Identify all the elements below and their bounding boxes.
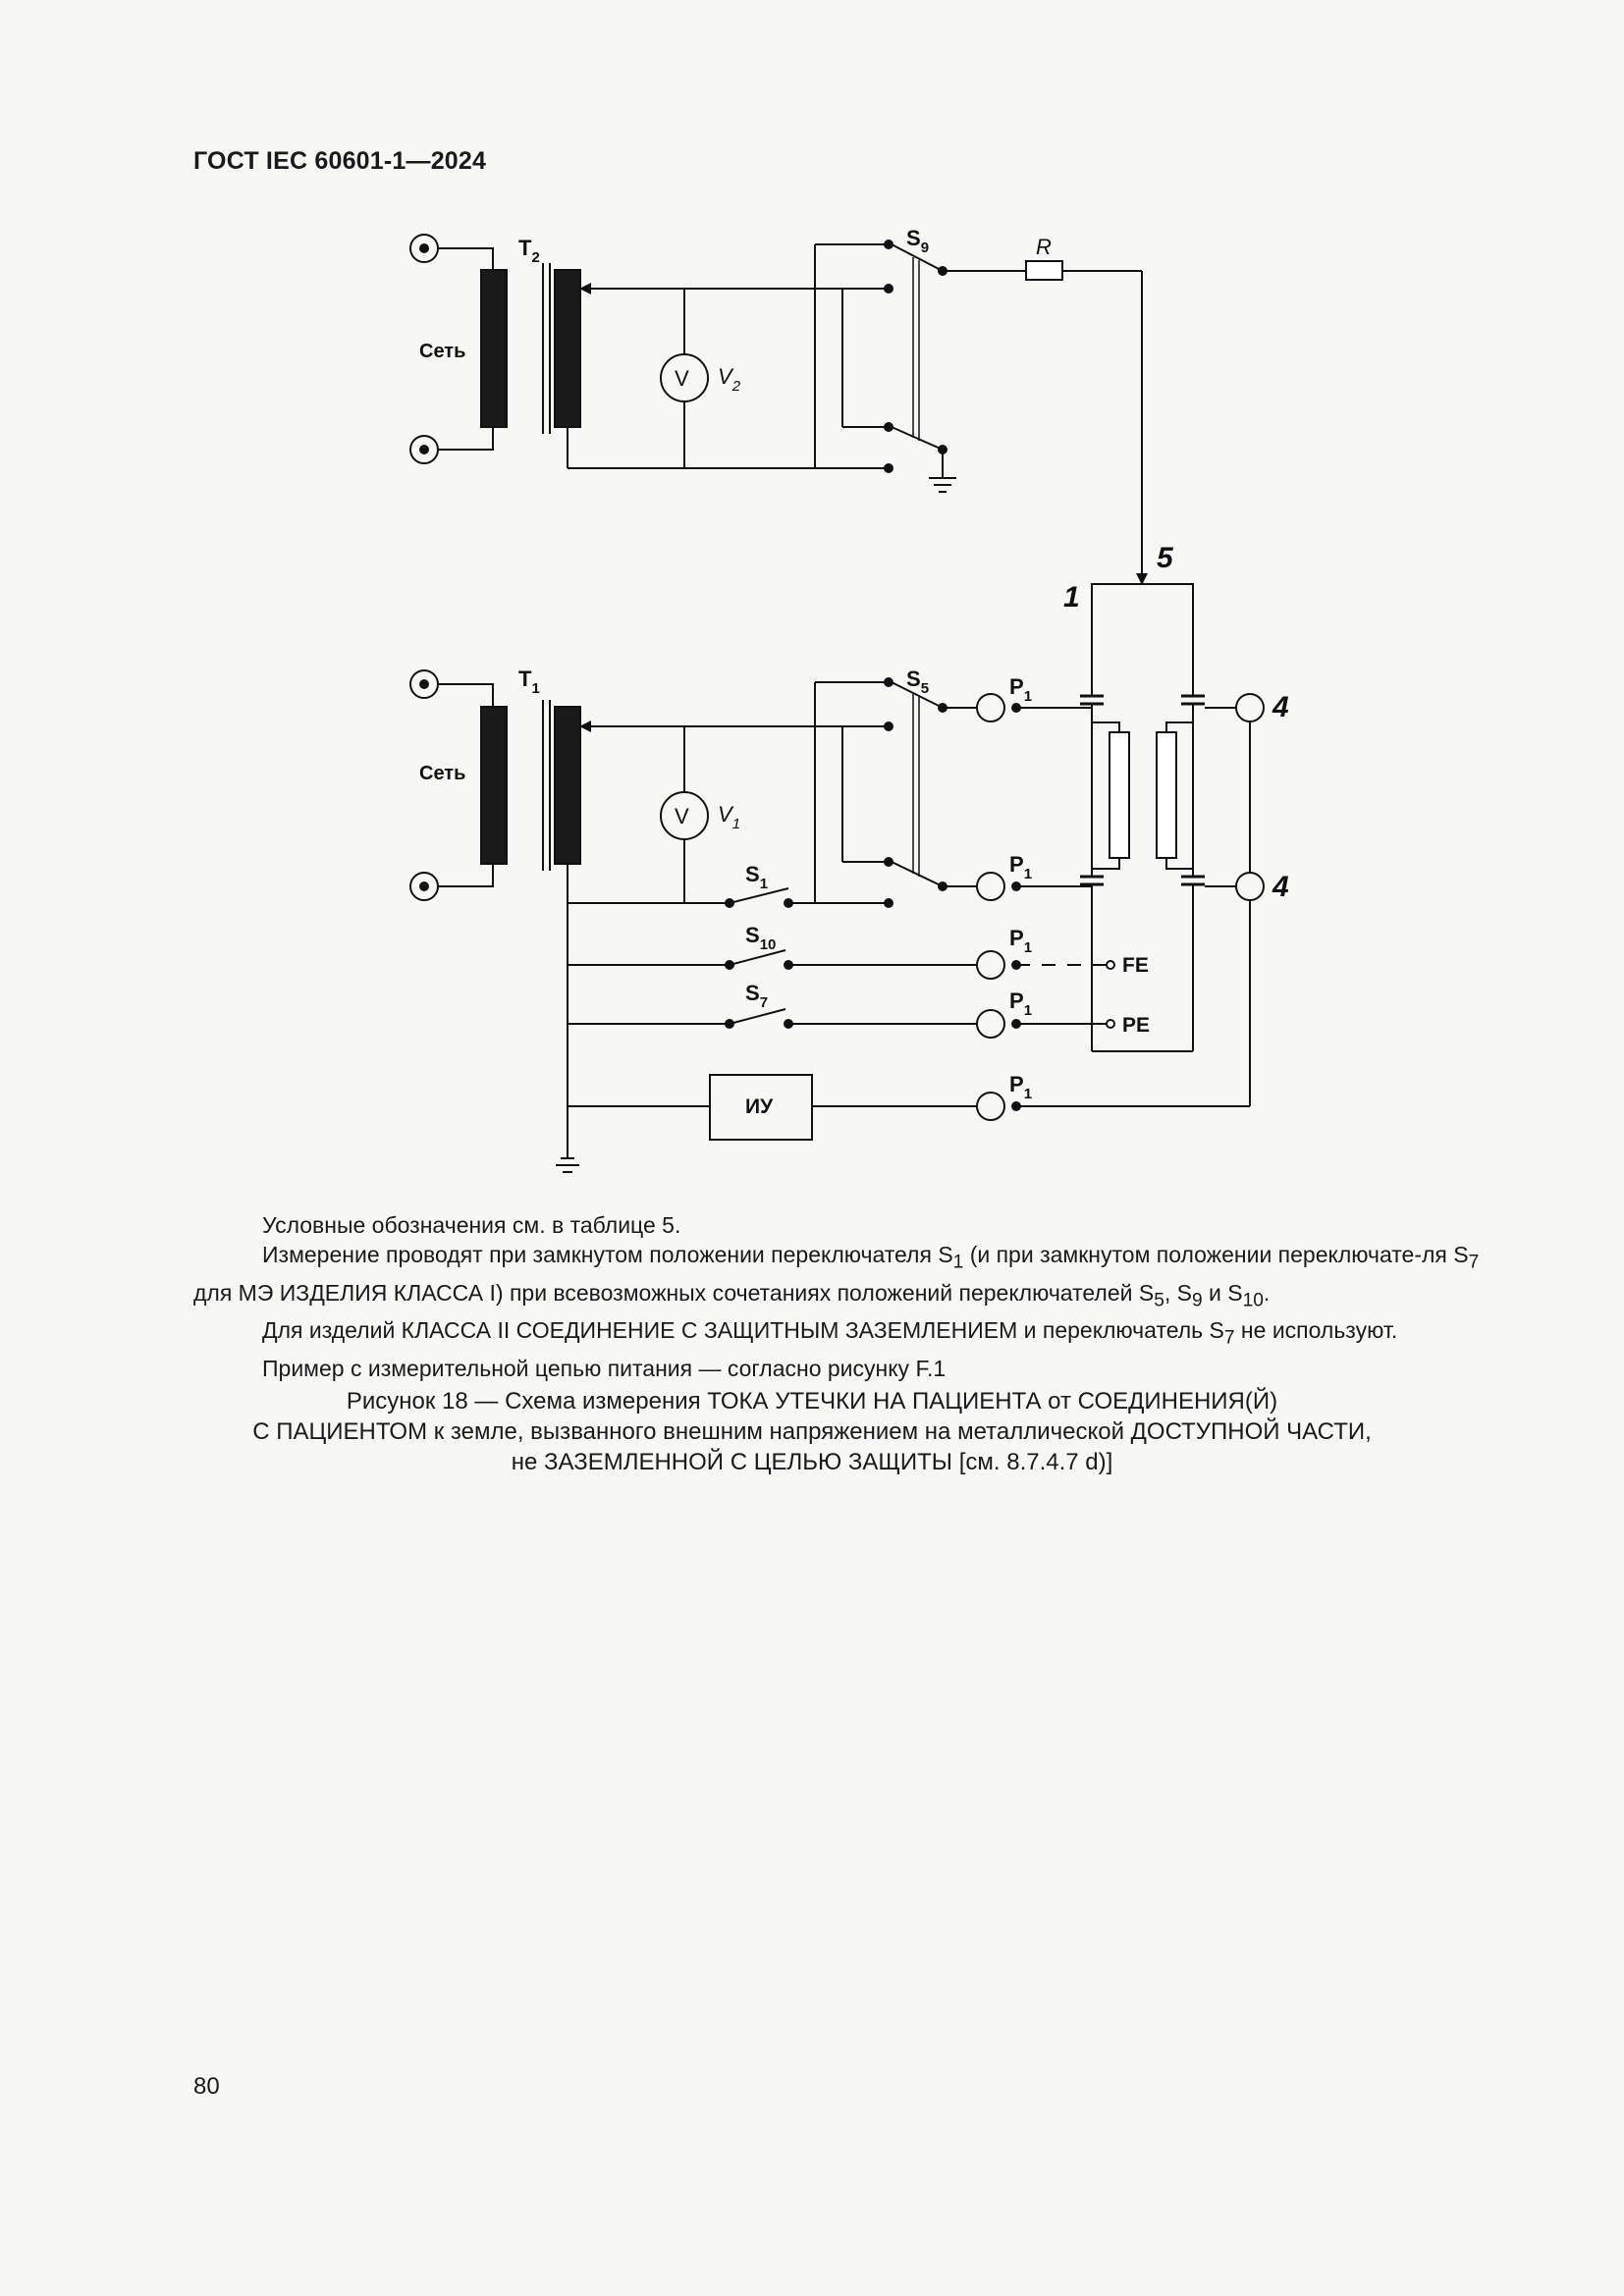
mains-terminal-top-t2 xyxy=(410,235,438,262)
label-s1: $S_1$ xyxy=(745,862,769,892)
accessible-part-terminal-lower xyxy=(1236,873,1264,900)
switch-s9 xyxy=(892,244,943,450)
p1-terminal-pe xyxy=(977,1010,1004,1038)
impedance-right xyxy=(1157,732,1176,858)
p1-terminal-1 xyxy=(977,694,1004,721)
transformer-t2-secondary xyxy=(555,270,580,427)
caption-line-1: Рисунок 18 — Схема измерения ТОКА УТЕЧКИ НА ПАЦИЕНТА от СОЕДИНЕНИЯ(Й) xyxy=(346,1388,1278,1415)
ref-label-5: 5 xyxy=(1157,542,1173,574)
label-t1: $T_1$ xyxy=(518,667,540,697)
impedance-left xyxy=(1110,732,1129,858)
p1-terminal-2 xyxy=(977,873,1004,900)
label-p1-2: $P_1$ xyxy=(1009,852,1033,882)
document-header: ГОСТ IEC 60601-1—2024 xyxy=(193,147,487,175)
label-s9: $S_9$ xyxy=(906,226,930,256)
label-p1-1: $P_1$ xyxy=(1009,674,1033,705)
transformer-t2-primary xyxy=(481,270,507,427)
label-r: R xyxy=(1036,235,1052,259)
caption-line-3: не ЗАЗЕМЛЕННОЙ С ЦЕЛЬЮ ЗАЩИТЫ [см. 8.7.4.7 d)] xyxy=(511,1449,1113,1475)
switch-s7 xyxy=(730,1009,785,1024)
label-s5: $S_5$ xyxy=(906,667,930,697)
label-p1-5: $P_1$ xyxy=(1009,1072,1033,1102)
label-t2: $T_2$ xyxy=(518,236,540,266)
accessible-part-terminal-upper xyxy=(1236,694,1264,721)
mains-label-t2: Сеть xyxy=(419,341,466,362)
measuring-device-label: ИУ xyxy=(745,1095,774,1118)
label-v2: $V_2$ xyxy=(718,364,741,395)
label-fe: FE xyxy=(1122,954,1149,977)
note-line-4: Пример с измерительной цепью питания — согласно рисунку F.1 xyxy=(262,1355,947,1381)
label-s7: $S_7$ xyxy=(745,981,769,1011)
label-s10: $S_{10}$ xyxy=(745,923,777,953)
label-pe: PE xyxy=(1122,1014,1151,1037)
transformer-t1-primary xyxy=(481,707,507,864)
label-p1-4: $P_1$ xyxy=(1009,988,1033,1019)
transformer-t1-secondary xyxy=(555,707,580,864)
figure-caption xyxy=(193,1386,1431,1477)
p1-terminal-iu xyxy=(977,1093,1004,1120)
page-number: 80 xyxy=(193,2073,220,2100)
ref-label-4-upper: 4 xyxy=(1272,691,1289,723)
switch-s5 xyxy=(892,682,943,886)
mains-terminal-bottom-t2 xyxy=(410,436,438,463)
p1-terminal-fe xyxy=(977,951,1004,979)
figure-notes xyxy=(193,1210,1509,1383)
note-line-1: Условные обозначения см. в таблице 5. xyxy=(262,1212,681,1238)
note-line-2: Измерение проводят при замкнутом положении переключателя $S_1$ (и при замкнутом положении переключате-ля $S_7$ для МЭ ИЗДЕЛИЯ КЛАССА I) при всевозможных сочетаниях положений переключателей $S_5$, $S_9$ и $S_{10}$. xyxy=(193,1242,1480,1311)
junction-dots xyxy=(725,240,1021,1111)
ref-label-4-lower: 4 xyxy=(1272,871,1289,903)
voltmeter-v2-symbol: V xyxy=(675,366,689,391)
caption-line-2: С ПАЦИЕНТОМ к земле, вызванного внешним напряжением на металлической ДОСТУПНОЙ ЧАСТИ, xyxy=(252,1418,1372,1445)
label-v1: $V_1$ xyxy=(718,802,741,832)
resistor-r xyxy=(1026,261,1062,280)
voltmeter-v1-symbol: V xyxy=(675,804,689,828)
switch-s10 xyxy=(730,950,785,965)
mains-terminal-bottom-t1 xyxy=(410,873,438,900)
ref-label-1: 1 xyxy=(1063,581,1080,614)
note-line-3: Для изделий КЛАССА II СОЕДИНЕНИЕ С ЗАЩИТНЫМ ЗАЗЕМЛЕНИЕМ и переключатель $S_7$ не используют. xyxy=(262,1317,1398,1349)
mains-terminal-top-t1 xyxy=(410,670,438,698)
mains-label-t1: Сеть xyxy=(419,763,466,784)
label-p1-3: $P_1$ xyxy=(1009,926,1033,956)
